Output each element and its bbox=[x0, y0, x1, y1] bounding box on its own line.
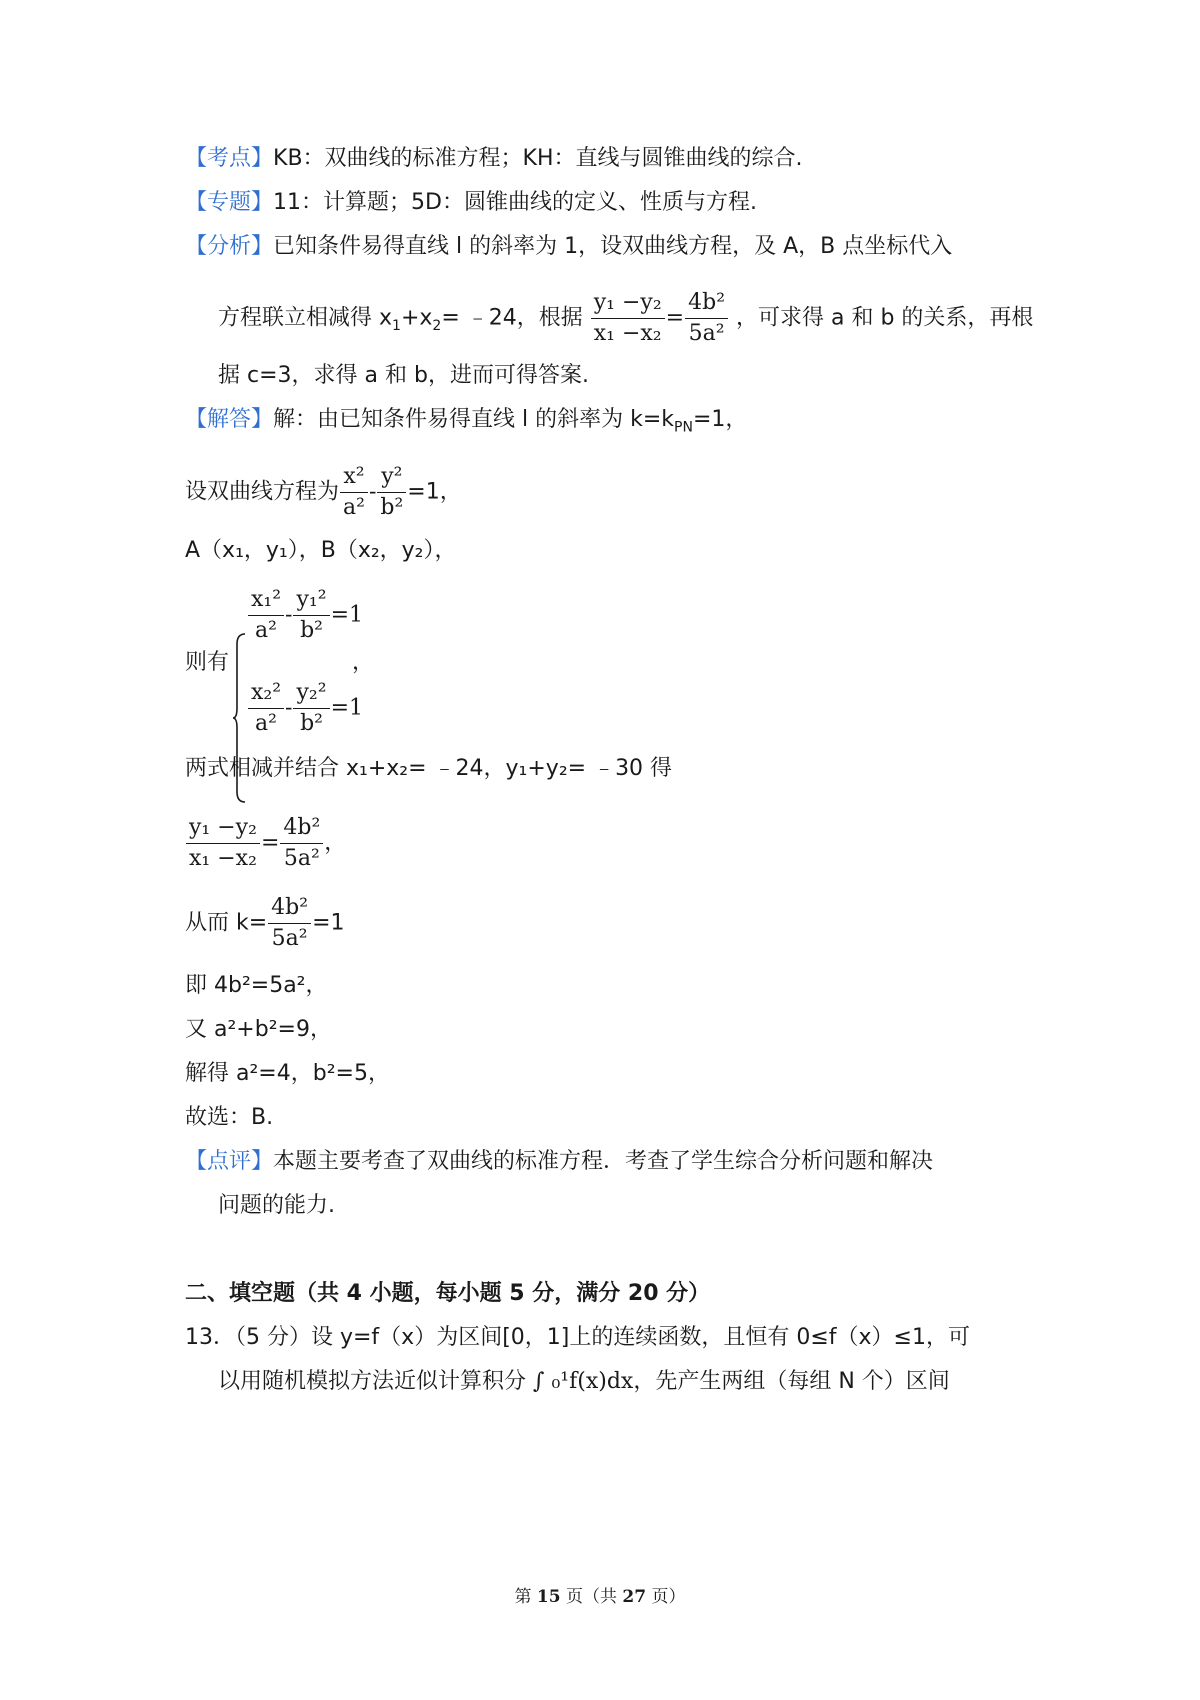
jieda-line-3 bbox=[185, 535, 457, 567]
fenxi-ratio-fraction: $\frac{\text{4b²}}{\text{5a²}}$ bbox=[685, 288, 728, 349]
jieda-line-6: $\frac{\text{y₁ −y₂}}{\text{x₁ −x₂}}$ = $\frac{\text{4b²}}{\text{5a²}}$ ， bbox=[185, 813, 346, 874]
jieda-text-4a: 则有 bbox=[185, 650, 230, 675]
fenxi-line-3 bbox=[218, 360, 589, 392]
dianping-tag: 【点评】 bbox=[185, 1149, 274, 1174]
jieda-line-1 bbox=[185, 404, 747, 443]
jieda-line-2: 设双曲线方程为 $\frac{\text{x²}}{\text{a²}}$ - $\frac{\text{y²}}{\text{b²}}$ =1， bbox=[185, 462, 462, 523]
fenxi-text-2d: ，可求得 a 和 b 的关系，再根 bbox=[736, 305, 1034, 331]
fenxi-text-2b: +x bbox=[400, 305, 433, 331]
jieda-line-8: 即 4b²=5a²， bbox=[185, 973, 328, 998]
q13-line-2: 以用随机模拟方法近似计算积分 ∫ ₀¹f(x)dx，先产生两组（每组 N 个）区间 bbox=[218, 1369, 950, 1394]
system-eq-1: $\frac{\text{x₁²}}{\text{a²}}$ - $\frac{\text{y₁²}}{\text{b²}}$ =1 bbox=[247, 585, 363, 646]
jieda-line-4-label bbox=[185, 647, 229, 679]
fenxi-line-1 bbox=[185, 231, 952, 263]
jieda-text-1a: 解：由已知条件易得直线 l 的斜率为 k=k bbox=[273, 407, 675, 432]
hyperbola-y-fraction: $\frac{\text{y²}}{\text{b²}}$ bbox=[377, 462, 406, 523]
jieda-text-3: A（x₁，y₁），B（x₂，y₂）， bbox=[185, 538, 457, 563]
jieda-text-1b: =1， bbox=[692, 407, 748, 432]
fenxi-text-2c: = ﹣24，根据 bbox=[441, 305, 583, 331]
kaodian-line bbox=[185, 143, 803, 175]
jieda-sub-pn: PN bbox=[674, 419, 693, 436]
fenxi-slope-fraction: $\frac{\text{y₁ −y₂}}{\text{x₁ −x₂}}$ bbox=[591, 288, 665, 349]
integral-expression: ∫ ₀¹f(x)dx bbox=[533, 1369, 634, 1394]
zhuanti-text: 11：计算题；5D：圆锥曲线的定义、性质与方程. bbox=[273, 190, 757, 215]
jieda-text-5: 两式相减并结合 x₁+x₂= ﹣24，y₁+y₂= ﹣30 得 bbox=[185, 756, 673, 781]
page-number: 15 bbox=[536, 1587, 561, 1607]
jieda-text-7a: 从而 k= bbox=[185, 910, 268, 936]
fenxi-text-3: 据 c=3，求得 a 和 b，进而可得答案. bbox=[218, 363, 589, 388]
jieda-line-7: 从而 k= $\frac{\text{4b²}}{\text{5a²}}$ =1 bbox=[185, 895, 345, 951]
jieda-line-10: 解得 a²=4，b²=5， bbox=[185, 1061, 390, 1086]
system-eq-2: $\frac{\text{x₂²}}{\text{a²}}$ - $\frac{\text{y₂²}}{\text{b²}}$ =1 bbox=[247, 678, 363, 739]
q13-line-1: 13．（5 分）设 y=f（x）为区间[0，1]上的连续函数，且恒有 0≤f（x）≤1，可 bbox=[185, 1325, 970, 1350]
page-total: 27 bbox=[622, 1587, 647, 1607]
jieda-text-2a: 设双曲线方程为 bbox=[185, 479, 340, 505]
jieda-line-11: 故选：B. bbox=[185, 1105, 274, 1130]
system-comma: ， bbox=[352, 650, 375, 675]
dianping-line-2: 问题的能力. bbox=[218, 1193, 335, 1218]
fenxi-tag: 【分析】 bbox=[185, 234, 274, 259]
page-footer: 第 15 页（共 27 页） bbox=[514, 1587, 686, 1607]
fenxi-text-1: 已知条件易得直线 l 的斜率为 1，设双曲线方程，及 A，B 点坐标代入 bbox=[273, 234, 953, 259]
jieda-line-9: 又 a²+b²=9， bbox=[185, 1017, 332, 1042]
jieda-tag: 【解答】 bbox=[185, 407, 274, 432]
fenxi-text-2a: 方程联立相减得 x bbox=[218, 305, 393, 331]
jieda-text-7b: =1 bbox=[312, 910, 345, 936]
jieda-text-6b: ， bbox=[324, 830, 347, 856]
hyperbola-x-fraction: $\frac{\text{x²}}{\text{a²}}$ bbox=[340, 462, 368, 523]
fenxi-line-2: 方程联立相减得 $x_1+x_2=$ ﹣24，根据 $\frac{\text{y₁ −y₂}}{\text{x₁ −x₂}}$ = $\frac{\text{4b²}}{\text{5a²}}$ ，可求得 a 和 b 的关系，再根 bbox=[218, 288, 1033, 349]
kaodian-tag: 【考点】 bbox=[185, 146, 274, 171]
section-2-title: 二、填空题（共 4 小题，每小题 5 分，满分 20 分） bbox=[185, 1281, 711, 1306]
kaodian-text: KB：双曲线的标准方程；KH：直线与圆锥曲线的综合. bbox=[273, 146, 803, 171]
jieda-text-2b: =1， bbox=[407, 479, 462, 505]
zhuanti-line bbox=[185, 187, 757, 219]
dianping-line-1: 【点评】本题主要考查了双曲线的标准方程．考查了学生综合分析问题和解决 bbox=[185, 1149, 934, 1174]
jieda-line-5 bbox=[185, 753, 672, 785]
zhuanti-tag: 【专题】 bbox=[185, 190, 274, 215]
